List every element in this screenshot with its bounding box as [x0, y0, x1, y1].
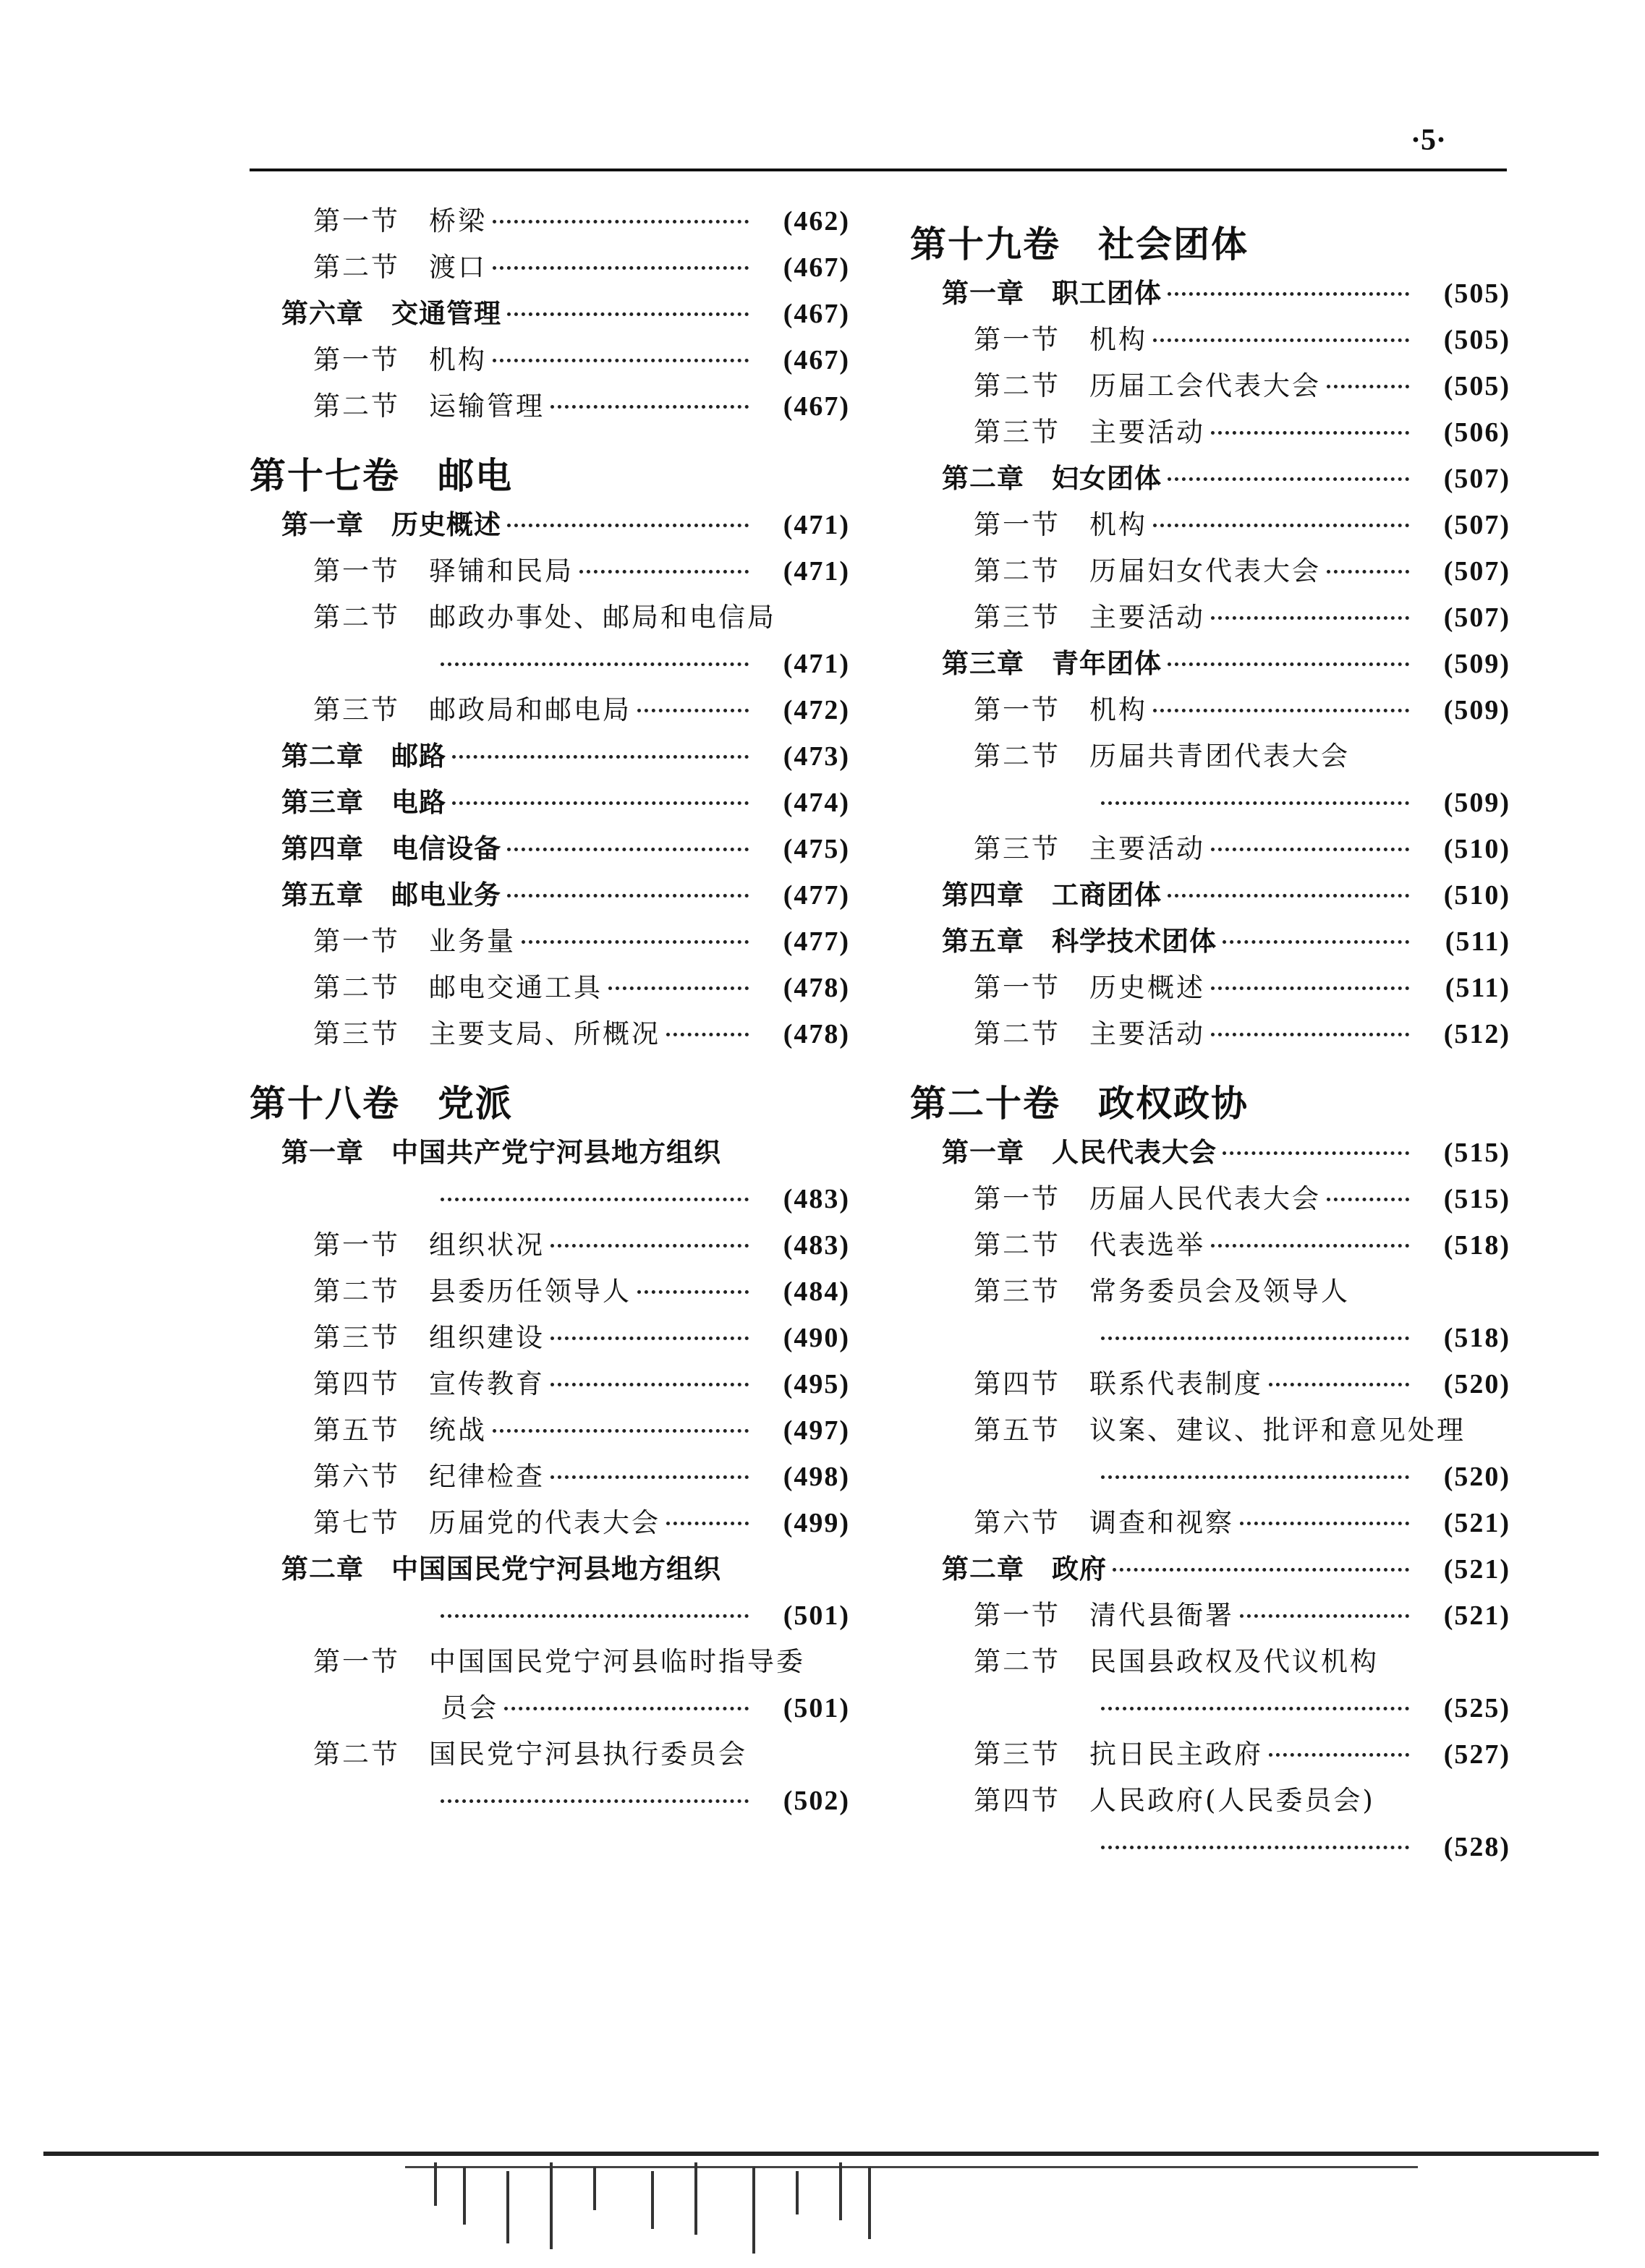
- page-ref: (475): [783, 834, 850, 864]
- toc-section-entry[interactable]: [250, 1637, 850, 1684]
- leader-dots: [579, 570, 749, 574]
- leader-dots: [666, 1033, 749, 1036]
- toc-continuation-line[interactable]: [910, 778, 1510, 824]
- toc-section-entry[interactable]: [910, 593, 1510, 639]
- leader-dots: [493, 1429, 749, 1433]
- toc-section-entry[interactable]: [910, 1360, 1510, 1406]
- entry-label: 员会: [441, 1692, 498, 1723]
- page-ref: (525): [1443, 1693, 1510, 1723]
- leader-dots: [1269, 1753, 1409, 1757]
- entry-label: 第一节 机构: [974, 694, 1147, 725]
- toc-section-entry[interactable]: [250, 1221, 850, 1267]
- entry-label: 第二节 邮电交通工具: [313, 972, 603, 1003]
- leader-dots: [551, 1475, 749, 1479]
- entry-label: 第一节 历届人民代表大会: [974, 1183, 1321, 1214]
- page-ref: (495): [783, 1369, 850, 1399]
- entry-label: 第四节 宣传教育: [313, 1368, 545, 1399]
- page-ref: (510): [1443, 834, 1510, 864]
- page-ref: (520): [1443, 1369, 1510, 1399]
- page-ref: (518): [1443, 1323, 1510, 1353]
- volume-title: 第十七卷 邮电: [250, 455, 513, 497]
- entry-label: 第三节 主要活动: [974, 417, 1205, 448]
- toc-volume-heading: [910, 1056, 1510, 1128]
- entry-label: 第三章 青年团体: [942, 648, 1162, 679]
- volume-title: 第十八卷 党派: [250, 1083, 513, 1125]
- leader-dots: [507, 848, 749, 851]
- scan-edge-line: [43, 2152, 1599, 2156]
- toc-chapter-entry[interactable]: [910, 269, 1510, 315]
- leader-dots: [1153, 524, 1409, 527]
- entry-label: 第六节 纪律检查: [313, 1461, 545, 1492]
- entry-label: 第四节 联系代表制度: [974, 1368, 1263, 1399]
- toc-continuation-line[interactable]: [910, 1313, 1510, 1360]
- toc-continuation-line[interactable]: [910, 1452, 1510, 1498]
- page-number: ·5·: [1411, 124, 1447, 157]
- page-ref: (515): [1443, 1138, 1510, 1168]
- entry-label: 第二节 国民党宁河县执行委员会: [313, 1739, 747, 1770]
- toc-section-entry[interactable]: [250, 1452, 850, 1498]
- toc-section-entry[interactable]: [910, 408, 1510, 454]
- page-ref: (477): [783, 926, 850, 957]
- entry-label: 第五节 统战: [313, 1415, 487, 1446]
- scan-artifact-mark: [550, 2162, 553, 2249]
- toc-section-entry[interactable]: [250, 336, 850, 382]
- leader-dots: [1211, 431, 1409, 435]
- page-ref: (515): [1443, 1184, 1510, 1214]
- toc-section-entry[interactable]: [250, 1313, 850, 1360]
- scan-edge-line-secondary: [405, 2166, 1418, 2168]
- page-ref: (471): [783, 649, 850, 679]
- toc-section-entry[interactable]: [910, 500, 1510, 547]
- page-ref: (467): [783, 345, 850, 375]
- toc-section-entry[interactable]: [910, 1221, 1510, 1267]
- leader-dots: [452, 801, 749, 805]
- page-ref: (528): [1443, 1832, 1510, 1862]
- page-ref: (511): [1445, 926, 1510, 957]
- toc-right-column: [910, 197, 1510, 1869]
- toc-section-entry[interactable]: [910, 1776, 1510, 1822]
- leader-dots: [1113, 1568, 1409, 1572]
- toc-chapter-entry[interactable]: [250, 871, 850, 917]
- leader-dots: [637, 709, 749, 712]
- leader-dots: [1211, 986, 1409, 990]
- entry-label: 第一章 中国共产党宁河县地方组织: [281, 1137, 721, 1168]
- page-ref: (490): [783, 1323, 850, 1353]
- entry-label: 第二章 妇女团体: [942, 463, 1162, 494]
- entry-label: 第三章 电路: [281, 787, 446, 818]
- page-ref: (483): [783, 1230, 850, 1261]
- leader-dots: [1153, 709, 1409, 712]
- toc-volume-heading: [250, 1056, 850, 1128]
- leader-dots: [1168, 894, 1409, 898]
- scan-artifact-mark: [752, 2167, 755, 2254]
- leader-dots: [551, 1383, 749, 1386]
- leader-dots: [441, 662, 749, 666]
- entry-label: 第一节 组织状况: [313, 1229, 545, 1261]
- page-ref: (471): [783, 556, 850, 587]
- scan-artifact-mark: [506, 2171, 509, 2243]
- entry-label: 第三节 主要活动: [974, 602, 1205, 633]
- toc-continuation-line[interactable]: [250, 639, 850, 686]
- leader-dots: [1168, 477, 1409, 481]
- page-ref: (499): [783, 1508, 850, 1538]
- page-ref: (477): [783, 880, 850, 911]
- page-ref: (501): [783, 1600, 850, 1631]
- leader-dots: [666, 1522, 749, 1525]
- page-ref: (512): [1443, 1019, 1510, 1049]
- entry-label: 第三节 抗日民主政府: [974, 1739, 1263, 1770]
- leader-dots: [1327, 570, 1409, 574]
- leader-dots: [551, 1336, 749, 1340]
- leader-dots: [1240, 1522, 1409, 1525]
- page-ref: (509): [1443, 788, 1510, 818]
- leader-dots: [1153, 338, 1409, 342]
- page-ref: (467): [783, 299, 850, 329]
- page-ref: (502): [783, 1786, 850, 1816]
- leader-dots: [1101, 1336, 1409, 1340]
- page-ref: (497): [783, 1415, 850, 1446]
- page-ref: (473): [783, 741, 850, 772]
- leader-dots: [551, 1244, 749, 1248]
- page-ref: (521): [1443, 1508, 1510, 1538]
- page-ref: (498): [783, 1462, 850, 1492]
- page-ref: (478): [783, 1019, 850, 1049]
- entry-label: 第一节 业务量: [313, 926, 516, 957]
- leader-dots: [493, 266, 749, 270]
- entry-label: 第一节 机构: [974, 324, 1147, 355]
- page-ref: (467): [783, 391, 850, 422]
- toc-section-entry[interactable]: [250, 1360, 850, 1406]
- toc-section-entry[interactable]: [910, 1591, 1510, 1637]
- toc-section-entry[interactable]: [250, 243, 850, 289]
- entry-label: 第一节 驿铺和民局: [313, 555, 574, 587]
- toc-chapter-entry[interactable]: [910, 917, 1510, 963]
- entry-label: 第一节 机构: [974, 509, 1147, 540]
- toc-section-entry[interactable]: [910, 1498, 1510, 1545]
- leader-dots: [1240, 1614, 1409, 1618]
- entry-label: 第一节 机构: [313, 344, 487, 375]
- toc-section-entry[interactable]: [910, 732, 1510, 778]
- toc-section-entry[interactable]: [910, 963, 1510, 1010]
- toc-section-entry[interactable]: [250, 963, 850, 1010]
- toc-left-column: [250, 197, 850, 1822]
- scan-artifact-mark: [651, 2171, 654, 2229]
- leader-dots: [441, 1614, 749, 1618]
- page-ref: (478): [783, 973, 850, 1003]
- entry-label: 第六节 调查和视察: [974, 1507, 1234, 1538]
- toc-section-entry[interactable]: [910, 1637, 1510, 1684]
- leader-dots: [608, 986, 749, 990]
- toc-continuation-line[interactable]: [250, 1174, 850, 1221]
- volume-title: 第十九卷 社会团体: [910, 223, 1249, 265]
- toc-chapter-entry[interactable]: [910, 1128, 1510, 1174]
- leader-dots: [507, 894, 749, 898]
- leader-dots: [1269, 1383, 1409, 1386]
- toc-section-entry[interactable]: [910, 547, 1510, 593]
- page-ref: (507): [1443, 510, 1510, 540]
- entry-label: 第二节 运输管理: [313, 391, 545, 422]
- entry-label: 第二节 历届妇女代表大会: [974, 555, 1321, 587]
- entry-label: 第三节 主要支局、所概况: [313, 1018, 660, 1049]
- toc-continuation-line[interactable]: [910, 1822, 1510, 1869]
- toc-chapter-entry[interactable]: [910, 454, 1510, 500]
- toc-section-entry[interactable]: [250, 1010, 850, 1056]
- entry-label: 第三节 组织建设: [313, 1322, 545, 1353]
- page-ref: (471): [783, 510, 850, 540]
- leader-dots: [1327, 385, 1409, 388]
- scan-artifact-mark: [839, 2162, 842, 2220]
- leader-dots: [1223, 940, 1409, 944]
- page-ref: (510): [1443, 880, 1510, 911]
- entry-label: 第四节 人民政府(人民委员会): [974, 1785, 1375, 1816]
- leader-dots: [522, 940, 749, 944]
- leader-dots: [1211, 848, 1409, 851]
- entry-label: 第四章 电信设备: [281, 833, 501, 864]
- page-ref: (507): [1443, 464, 1510, 494]
- toc-section-entry[interactable]: [910, 824, 1510, 871]
- entry-label: 第一节 清代县衙署: [974, 1600, 1234, 1631]
- leader-dots: [441, 1799, 749, 1803]
- entry-label: 第二节 县委历任领导人: [313, 1276, 632, 1307]
- toc-section-entry[interactable]: [250, 1406, 850, 1452]
- page-ref: (483): [783, 1184, 850, 1214]
- entry-label: 第五章 邮电业务: [281, 879, 501, 911]
- page-ref: (501): [783, 1693, 850, 1723]
- entry-label: 第一节 中国国民党宁河县临时指导委: [313, 1646, 805, 1677]
- toc-continuation-line[interactable]: [250, 1591, 850, 1637]
- leader-dots: [1211, 1244, 1409, 1248]
- toc-section-entry[interactable]: [910, 315, 1510, 362]
- toc-volume-heading: [910, 197, 1510, 269]
- leader-dots: [441, 1198, 749, 1201]
- page-ref: (505): [1443, 278, 1510, 309]
- entry-label: 第四章 工商团体: [942, 879, 1162, 911]
- leader-dots: [1223, 1151, 1409, 1155]
- leader-dots: [1168, 662, 1409, 666]
- page-ref: (511): [1445, 973, 1510, 1003]
- toc-chapter-entry[interactable]: [250, 778, 850, 824]
- entry-label: 第三节 主要活动: [974, 833, 1205, 864]
- toc-section-entry[interactable]: [910, 362, 1510, 408]
- leader-dots: [1211, 616, 1409, 620]
- toc-section-entry[interactable]: [910, 1406, 1510, 1452]
- toc-section-entry[interactable]: [910, 1174, 1510, 1221]
- scan-artifact-mark: [434, 2162, 437, 2206]
- entry-label: 第二节 渡口: [313, 252, 487, 283]
- leader-dots: [504, 1707, 749, 1710]
- entry-label: 第一节 桥梁: [313, 205, 487, 236]
- toc-section-entry[interactable]: [910, 686, 1510, 732]
- entry-label: 第二节 邮政办事处、邮局和电信局: [313, 602, 776, 633]
- toc-chapter-entry[interactable]: [910, 871, 1510, 917]
- page-ref: (506): [1443, 417, 1510, 448]
- page-ref: (462): [783, 206, 850, 236]
- page-ref: (520): [1443, 1462, 1510, 1492]
- toc-volume-heading: [250, 428, 850, 500]
- entry-label: 第一节 历史概述: [974, 972, 1205, 1003]
- entry-label: 第五节 议案、建议、批评和意见处理: [974, 1415, 1466, 1446]
- entry-label: 第六章 交通管理: [281, 298, 501, 329]
- leader-dots: [1101, 1846, 1409, 1849]
- entry-label: 第二节 历届共青团代表大会: [974, 741, 1350, 772]
- leader-dots: [452, 755, 749, 759]
- page-ref: (509): [1443, 695, 1510, 725]
- entry-label: 第三节 邮政局和邮电局: [313, 694, 632, 725]
- toc-chapter-entry[interactable]: [250, 1128, 850, 1174]
- entry-label: 第二章 政府: [942, 1553, 1107, 1585]
- leader-dots: [1101, 1707, 1409, 1710]
- leader-dots: [1327, 1198, 1409, 1201]
- entry-label: 第一章 人民代表大会: [942, 1137, 1217, 1168]
- entry-label: 第七节 历届党的代表大会: [313, 1507, 660, 1538]
- leader-dots: [493, 220, 749, 223]
- entry-label: 第二章 邮路: [281, 741, 446, 772]
- leader-dots: [1211, 1033, 1409, 1036]
- toc-chapter-entry[interactable]: [910, 1545, 1510, 1591]
- volume-title: 第二十卷 政权政协: [910, 1083, 1249, 1125]
- header-rule: [250, 169, 1507, 171]
- page-ref: (507): [1443, 556, 1510, 587]
- scan-artifact-mark: [694, 2162, 697, 2235]
- toc-section-entry[interactable]: [910, 1010, 1510, 1056]
- toc-continuation-line[interactable]: [910, 1684, 1510, 1730]
- leader-dots: [507, 312, 749, 316]
- entry-label: 第一章 历史概述: [281, 509, 501, 540]
- page-ref: (509): [1443, 649, 1510, 679]
- toc-section-entry[interactable]: [910, 1267, 1510, 1313]
- page-ref: (472): [783, 695, 850, 725]
- toc-chapter-entry[interactable]: [250, 289, 850, 336]
- page-ref: (505): [1443, 371, 1510, 401]
- page-ref: (467): [783, 252, 850, 283]
- toc-section-entry[interactable]: [250, 382, 850, 428]
- leader-dots: [1168, 292, 1409, 296]
- entry-label: 第二章 中国国民党宁河县地方组织: [281, 1553, 721, 1585]
- toc-section-entry[interactable]: [250, 547, 850, 593]
- toc-section-entry[interactable]: [250, 1267, 850, 1313]
- page-ref: (521): [1443, 1554, 1510, 1585]
- toc-chapter-entry[interactable]: [250, 732, 850, 778]
- entry-label: 第一章 职工团体: [942, 278, 1162, 309]
- toc-chapter-entry[interactable]: [250, 824, 850, 871]
- entry-label: 第二节 历届工会代表大会: [974, 370, 1321, 401]
- toc-section-entry[interactable]: [250, 917, 850, 963]
- scan-artifact-mark: [463, 2167, 466, 2225]
- leader-dots: [637, 1290, 749, 1294]
- page-ref: (484): [783, 1276, 850, 1307]
- toc-chapter-entry[interactable]: [250, 1545, 850, 1591]
- entry-label: 第二节 主要活动: [974, 1018, 1205, 1049]
- toc-section-entry[interactable]: [910, 1730, 1510, 1776]
- scan-artifact-mark: [868, 2167, 871, 2239]
- entry-label: 第二节 民国县政权及代议机构: [974, 1646, 1379, 1677]
- toc-section-entry[interactable]: [250, 686, 850, 732]
- scan-artifact-mark: [796, 2171, 799, 2214]
- leader-dots: [493, 359, 749, 362]
- entry-label: 第二节 代表选举: [974, 1229, 1205, 1261]
- toc-section-entry[interactable]: [250, 593, 850, 639]
- page-ref: (521): [1443, 1600, 1510, 1631]
- scan-artifact-mark: [593, 2167, 596, 2210]
- toc-continuation-line[interactable]: [250, 1684, 850, 1730]
- leader-dots: [1101, 801, 1409, 805]
- page-ref: (505): [1443, 325, 1510, 355]
- entry-label: 第五章 科学技术团体: [942, 926, 1217, 957]
- toc-section-entry[interactable]: [250, 197, 850, 243]
- leader-dots: [507, 524, 749, 527]
- leader-dots: [551, 405, 749, 409]
- toc-section-entry[interactable]: [250, 1498, 850, 1545]
- page-ref: (507): [1443, 602, 1510, 633]
- entry-label: 第三节 常务委员会及领导人: [974, 1276, 1350, 1307]
- page-ref: (474): [783, 788, 850, 818]
- leader-dots: [1101, 1475, 1409, 1479]
- toc-chapter-entry[interactable]: [910, 639, 1510, 686]
- toc-section-entry[interactable]: [250, 1730, 850, 1776]
- page-ref: (527): [1443, 1739, 1510, 1770]
- page-ref: (518): [1443, 1230, 1510, 1261]
- toc-continuation-line[interactable]: [250, 1776, 850, 1822]
- toc-chapter-entry[interactable]: [250, 500, 850, 547]
